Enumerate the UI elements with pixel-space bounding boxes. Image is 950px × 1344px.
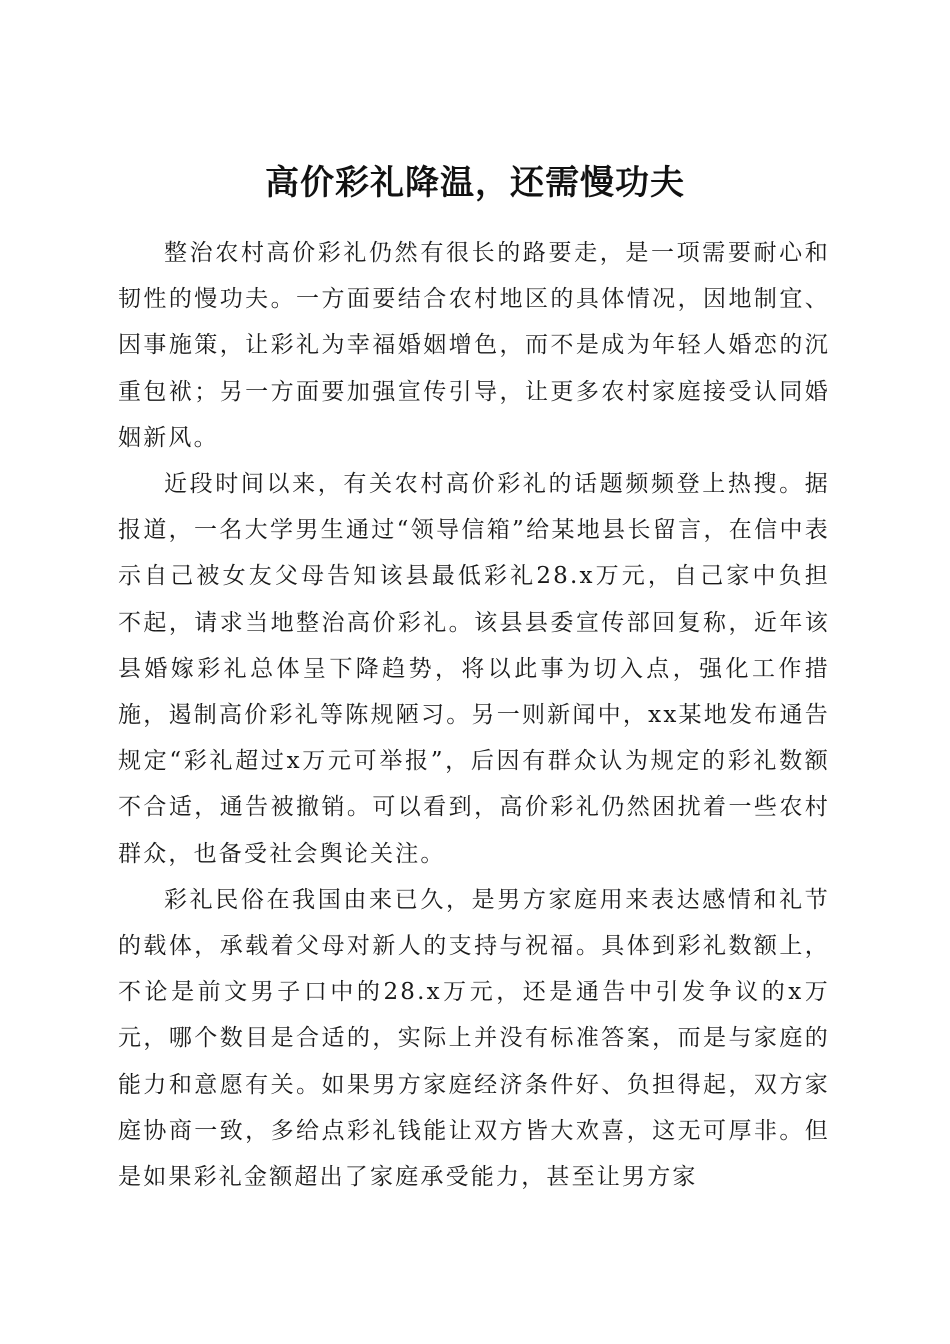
paragraph: 彩礼民俗在我国由来已久，是男方家庭用来表达感情和礼节的载体，承载着父母对新人的支持与祝福。具体到彩礼数额上，不论是前文男子口中的28.x万元，还是通告中引发争议的x万元，哪个数目是合适的，实际上并没有标准答案，而是与家庭的能力和意愿有关。如果男方家庭经济条件好、负担得起，双方家庭协商一致，多给点彩礼钱能让双方皆大欢喜，这无可厚非。但是如果彩礼金额超出了家庭承受能力，甚至让男方家: [118, 886, 830, 1191]
document-title: 高价彩礼降温，还需慢功夫: [265, 162, 685, 203]
document-body: [118, 230, 830, 1200]
paragraph: 整治农村高价彩礼仍然有很长的路要走，是一项需要耐心和韧性的慢功夫。一方面要结合农村地区的具体情况，因地制宜、因事施策，让彩礼为幸福婚姻增色，而不是成为年轻人婚恋的沉重包袱；另一方面要加强宣传引导，让更多农村家庭接受认同婚姻新风。: [118, 240, 830, 451]
paragraph: 近段时间以来，有关农村高价彩礼的话题频频登上热搜。据报道，一名大学男生通过“领导信箱”给某地县长留言，在信中表示自己被女友父母告知该县最低彩礼28.x万元，自己家中负担不起，请求当地整治高价彩礼。该县县委宣传部回复称，近年该县婚嫁彩礼总体呈下降趋势，将以此事为切入点，强化工作措施，遏制高价彩礼等陈规陋习。另一则新闻中，xx某地发布通告规定“彩礼超过x万元可举报”，后因有群众认为规定的彩礼数额不合适，通告被撤销。可以看到，高价彩礼仍然困扰着一些农村群众，也备受社会舆论关注。: [118, 471, 830, 867]
